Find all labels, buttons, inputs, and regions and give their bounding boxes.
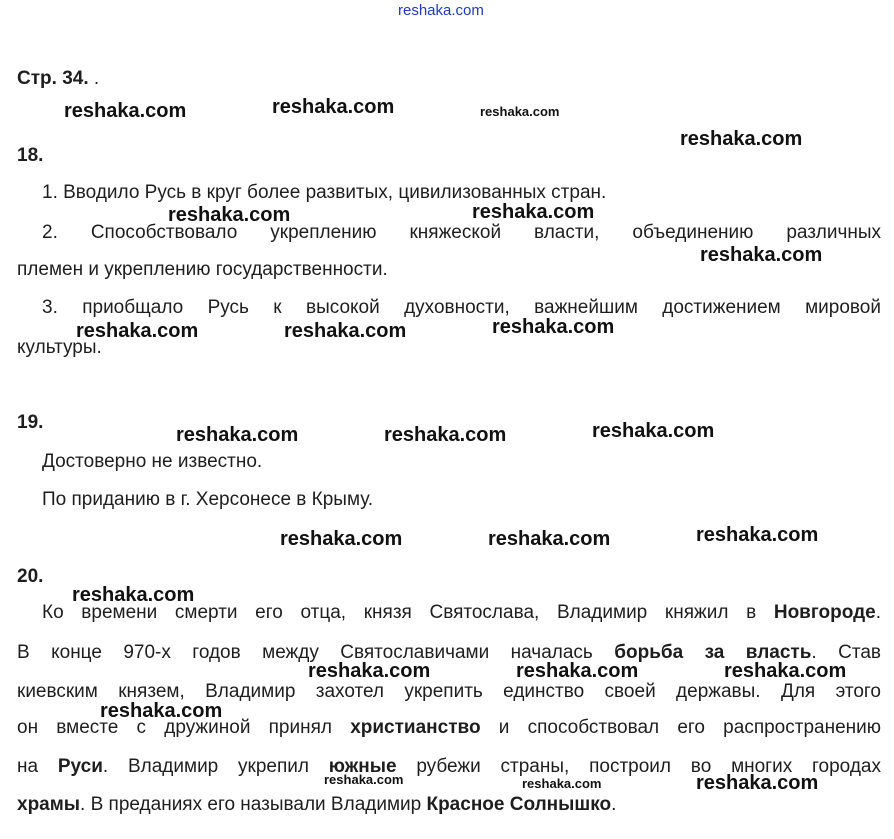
watermark: reshaka.com (522, 776, 602, 791)
q18-item-1: 1. Вводило Русь в круг более развитых, цивилизованных стран. (42, 182, 607, 203)
q20-keyword-southern: южные (328, 756, 397, 777)
q20-line-1 (42, 603, 881, 623)
q20-text: и способствовал его распространению (480, 717, 881, 738)
page-label (17, 68, 99, 90)
q19-line-1: Достоверно не известно. (42, 451, 263, 472)
q20-text: . В преданиях его называли Владимир (80, 794, 427, 815)
watermark: reshaka.com (384, 424, 507, 446)
watermark: reshaka.com (272, 96, 395, 118)
q20-keyword-christianity: христианство (350, 717, 481, 738)
q20-text: рубежи страны, построил во многих городах (396, 756, 881, 777)
watermark: reshaka.com (592, 420, 715, 442)
q18-item-3-cont: культуры. (17, 337, 102, 358)
watermark: reshaka.com (72, 584, 195, 606)
question-18-number: 18. (17, 145, 44, 166)
q20-text: . (611, 794, 617, 815)
watermark: reshaka.com (64, 100, 187, 122)
watermark: reshaka.com (176, 424, 299, 446)
q20-keyword-novgorod: Новгороде (773, 602, 876, 623)
q19-line-2: По приданию в г. Херсонесе в Крыму. (42, 489, 374, 510)
watermark: reshaka.com (284, 320, 407, 342)
q20-keyword-rus: Руси (57, 756, 103, 777)
page-label-tail: . (93, 68, 100, 89)
q20-text: на (17, 756, 58, 777)
watermark: reshaka.com (700, 244, 823, 266)
watermark: reshaka.com (76, 320, 199, 342)
q20-line-6 (17, 795, 616, 815)
q20-keyword-struggle: борьба за власть (614, 642, 812, 663)
watermark: reshaka.com (696, 524, 819, 546)
q20-keyword-red-sun: Красное Солнышко (426, 794, 612, 815)
watermark: reshaka.com (516, 660, 639, 682)
q20-text: . (875, 602, 881, 623)
watermark: reshaka.com (696, 772, 819, 794)
watermark: reshaka.com (100, 700, 223, 722)
q20-text: . Став (811, 642, 881, 663)
watermark: reshaka.com (472, 201, 595, 223)
watermark: reshaka.com (492, 316, 615, 338)
q20-line-4 (17, 718, 881, 738)
watermark: reshaka.com (324, 772, 404, 787)
top-watermark: reshaka.com (398, 2, 484, 19)
q20-text: . Владимир укрепил (102, 756, 329, 777)
q20-text: Ко времени смерти его отца, князя Святослава, Владимир княжил в (42, 602, 774, 623)
q20-keyword-temples: храмы (17, 794, 81, 815)
watermark: reshaka.com (280, 528, 403, 550)
q18-item-2-cont: племен и укреплению государственности. (17, 259, 388, 280)
watermark: reshaka.com (168, 204, 291, 226)
q18-item-2: 2. Способствовало укреплению княжеской власти, объединению различных (42, 222, 881, 243)
watermark: reshaka.com (488, 528, 611, 550)
watermark: reshaka.com (308, 660, 431, 682)
watermark: reshaka.com (724, 660, 847, 682)
watermark: reshaka.com (680, 128, 803, 150)
question-20-number: 20. (17, 566, 44, 587)
watermark: reshaka.com (480, 104, 560, 119)
question-19-number: 19. (17, 412, 44, 433)
page-label-text: Стр. 34. (17, 68, 89, 89)
q18-item-3: 3. приобщало Русь к высокой духовности, важнейшим достижением мировой (42, 297, 881, 318)
q20-text: он вместе с дружиной принял (17, 717, 351, 738)
q20-text: В конце 970-х годов между Святославичами началась (17, 642, 615, 663)
q20-line-3: киевским князем, Владимир захотел укрепить единство своей державы. Для этого (17, 681, 881, 702)
